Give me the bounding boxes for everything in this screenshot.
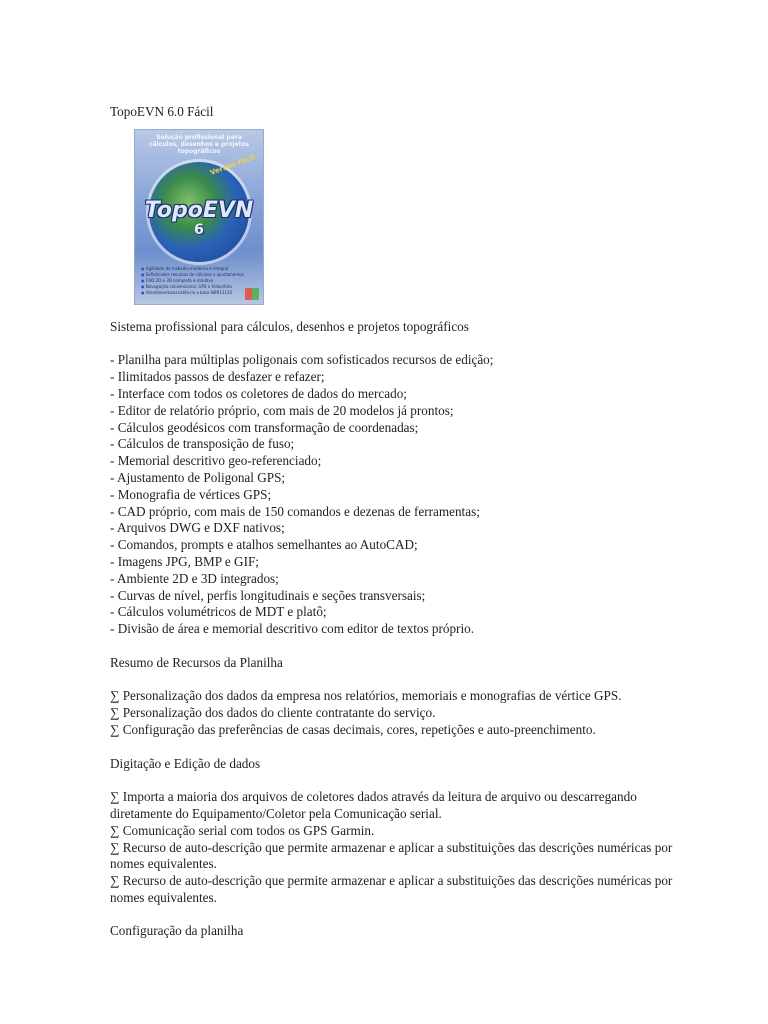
- document-title: TopoEVN 6.0 Fácil: [110, 104, 214, 119]
- document-body: [110, 104, 680, 940]
- section-item: ∑ Importa a maioria dos arquivos de coletores dados através da leitura de arquivo ou descarregando diretamente do Equipamento/Coletor pela Comunicação serial.: [110, 789, 637, 821]
- cover-version: 6: [194, 221, 204, 238]
- section-item: ∑ Personalização dos dados do cliente contratante do serviço.: [110, 705, 436, 721]
- cover-bullet: ● Agilidade de trabalho moderna e integral: [141, 266, 257, 272]
- windows-logo-icon: [245, 288, 259, 300]
- feature-item: - CAD próprio, com mais de 150 comandos e dezenas de ferramentas;: [110, 503, 480, 519]
- feature-item: - Ilimitados passos de desfazer e refazer;: [110, 369, 325, 385]
- section-item: ∑ Personalização dos dados da empresa nos relatórios, memoriais e monografias de vértice GPS.: [110, 688, 622, 704]
- feature-item: - Comandos, prompts e atalhos semelhantes ao AutoCAD;: [110, 537, 418, 553]
- feature-item: - Imagens JPG, BMP e GIF;: [110, 553, 259, 569]
- feature-item: - Ajustamento de Poligonal GPS;: [110, 469, 286, 485]
- feature-item: - Cálculos geodésicos com transformação de coordenadas;: [110, 419, 419, 435]
- feature-item: - Cálculos volumétricos de MDT e platô;: [110, 604, 327, 620]
- section-item: ∑ Recurso de auto-descrição que permite armazenar e aplicar a substituições das descrições numéricas por nomes equivalentes.: [110, 873, 673, 905]
- section-heading-digitacao: Digitação e Edição de dados: [110, 755, 261, 771]
- section-item: ∑ Configuração das preferências de casas decimais, cores, repetições e auto-preenchimento.: [110, 721, 596, 737]
- product-box-image: [134, 129, 264, 305]
- feature-item: - Divisão de área e memorial descritivo com editor de textos próprio.: [110, 621, 475, 637]
- feature-item: - Interface com todos os coletores de dados do mercado;: [110, 385, 407, 401]
- feature-item: - Planilha para múltiplas poligonais com sofisticados recursos de edição;: [110, 352, 494, 368]
- feature-list: [110, 352, 680, 638]
- section-heading-planilha: Resumo de Recursos da Planilha: [110, 654, 283, 670]
- cover-bullet: ● Atendimento/assistência a base NBR13133: [141, 290, 257, 296]
- cover-logo: TopoEVN: [144, 197, 254, 223]
- feature-item: - Arquivos DWG e DXF nativos;: [110, 520, 285, 536]
- feature-item: - Editor de relatório próprio, com mais de 20 modelos já prontos;: [110, 402, 454, 418]
- feature-item: - Monografia de vértices GPS;: [110, 486, 272, 502]
- cover-tagline: Solução profissional para cálculos, desenhos e projetos topográficos: [148, 133, 250, 155]
- section-heading-configuracao: Configuração da planilha: [110, 923, 244, 939]
- cover-bullet: ● Sofisticados recursos de cálculos e ajustamentos: [141, 272, 257, 278]
- feature-item: - Memorial descritivo geo-referenciado;: [110, 453, 322, 469]
- cover-bullets: [141, 266, 257, 296]
- feature-item: - Cálculos de transposição de fuso;: [110, 436, 295, 452]
- feature-item: - Curvas de nível, perfis longitudinais e seções transversais;: [110, 587, 426, 603]
- feature-item: - Ambiente 2D e 3D integrados;: [110, 570, 279, 586]
- intro-paragraph: Sistema profissional para cálculos, desenhos e projetos topográficos: [110, 318, 469, 334]
- cover-bullet: ● Navegação convencional, GPS e Vídeo/foto: [141, 284, 257, 290]
- cover-bullet: ● CAD 2D e 3D completo e intuitivo: [141, 278, 257, 284]
- cover-badge: Versão Fácil: [208, 152, 256, 177]
- section-item: ∑ Comunicação serial com todos os GPS Garmin.: [110, 822, 375, 838]
- section-item: ∑ Recurso de auto-descrição que permite armazenar e aplicar a substituições das descrições numéricas por nomes equivalentes.: [110, 839, 673, 872]
